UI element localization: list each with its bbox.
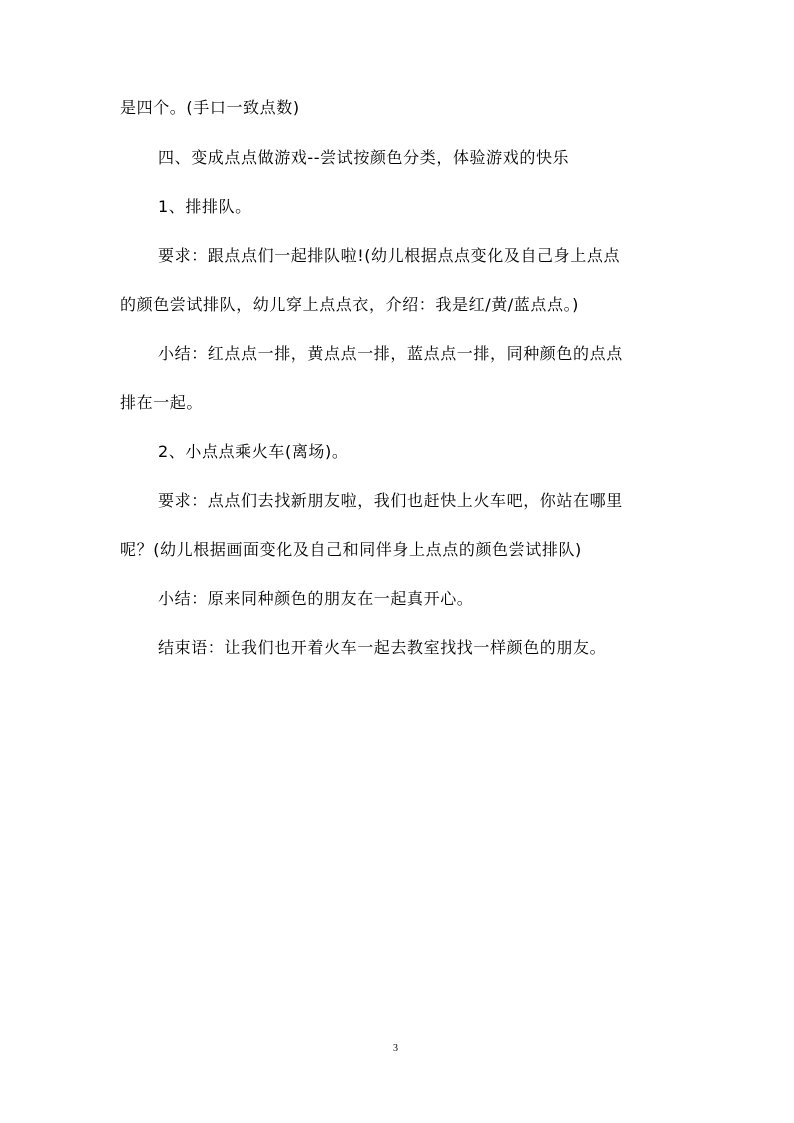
subheading-1: 1、排排队。 — [158, 197, 252, 216]
paragraph-line-6: 小结：红点点一排，黄点点一排，蓝点点一排，同种颜色的点点 — [158, 344, 623, 363]
paragraph-line-12: 结束语：让我们也开着火车一起去教室找找一样颜色的朋友。 — [158, 638, 607, 657]
paragraph-line-1: 是四个。(手口一致点数) — [120, 98, 300, 117]
section-heading-4: 四、变成点点做游戏--尝试按颜色分类，体验游戏的快乐 — [158, 148, 570, 167]
paragraph-line-5: 的颜色尝试排队，幼儿穿上点点衣，介绍：我是红/黄/蓝点点。) — [120, 295, 580, 314]
page-number: 3 — [393, 1043, 398, 1054]
paragraph-line-10: 呢？(幼儿根据画面变化及自己和同伴身上点点的颜色尝试排队) — [120, 540, 582, 559]
paragraph-line-9: 要求：点点们去找新朋友啦，我们也赶快上火车吧，你站在哪里 — [158, 491, 623, 510]
paragraph-line-11: 小结：原来同种颜色的朋友在一起真开心。 — [158, 589, 474, 608]
paragraph-line-7: 排在一起。 — [120, 393, 204, 412]
paragraph-line-4: 要求：跟点点们一起排队啦!(幼儿根据点点变化及自己身上点点 — [158, 246, 621, 265]
subheading-2: 2、小点点乘火车(离场)。 — [158, 442, 349, 461]
